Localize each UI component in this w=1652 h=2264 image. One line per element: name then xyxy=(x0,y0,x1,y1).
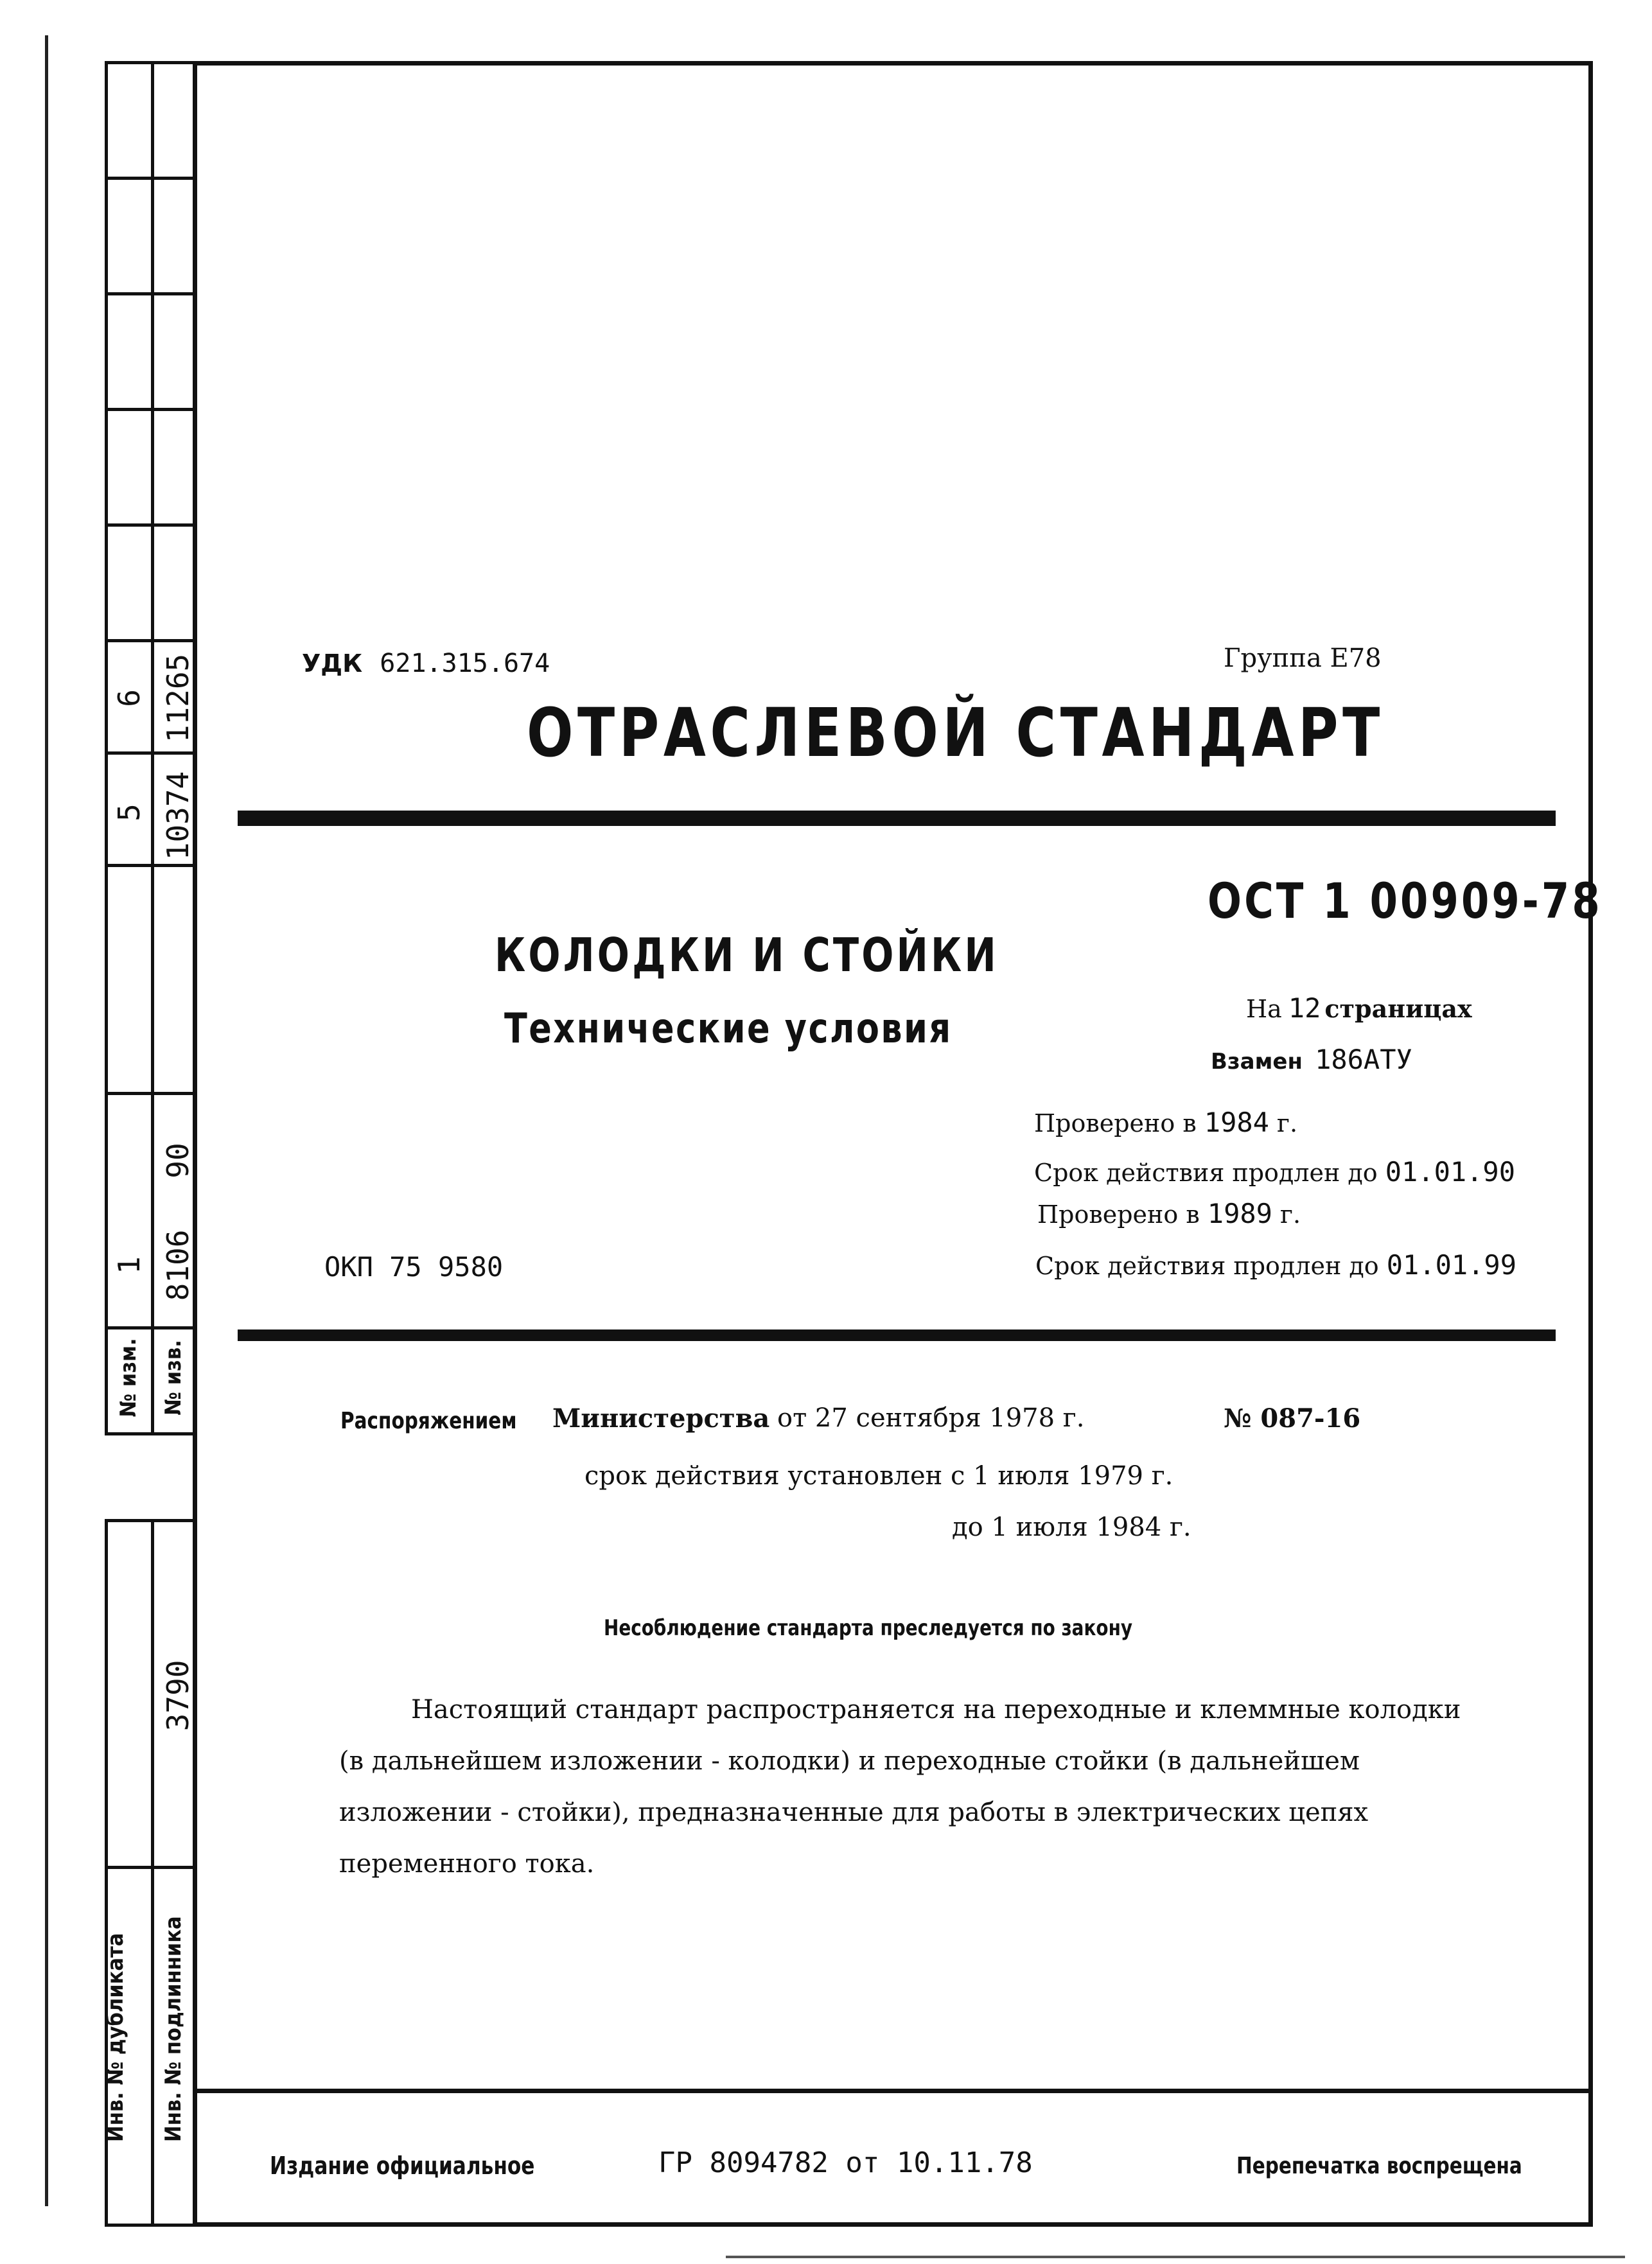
udk-label: УДК xyxy=(302,649,363,678)
change-label: № изм. xyxy=(116,1338,141,1417)
okp-code: ОКП 75 9580 xyxy=(324,1251,504,1283)
margin-border-left xyxy=(105,61,108,1435)
standard-number: ОСТ 1 00909-78 xyxy=(1208,872,1603,929)
margin-hline xyxy=(105,1519,195,1522)
margin-hline xyxy=(105,408,195,411)
body-line: изложении - стойки), предназначенные для работы в электрических цепях xyxy=(339,1798,1369,1827)
pages-prefix: На xyxy=(1246,995,1282,1023)
order-label: Распоряжением xyxy=(340,1408,517,1434)
replaces-info xyxy=(1211,1044,1412,1075)
doc-number: 10374 xyxy=(161,771,195,861)
pages-count: 12 xyxy=(1288,992,1321,1024)
pages-suffix: страницах xyxy=(1324,994,1472,1023)
replaces-value: 186АТУ xyxy=(1315,1044,1412,1075)
pages-info xyxy=(1246,992,1472,1024)
divider-rule xyxy=(238,1329,1556,1341)
footer-official-edition: Издание официальное xyxy=(270,2152,535,2180)
margin-hline xyxy=(105,1092,195,1095)
legal-notice: Несоблюдение стандарта преследуется по закону xyxy=(604,1615,1133,1641)
standard-name: КОЛОДКИ И СТОЙКИ xyxy=(495,928,999,982)
margin-hline xyxy=(105,1866,195,1869)
change-number: 1 xyxy=(112,1256,146,1274)
page-frame xyxy=(193,61,1593,2227)
udk-line xyxy=(302,649,550,678)
margin-hline xyxy=(105,177,195,180)
footer-rule xyxy=(193,2089,1593,2093)
margin-hline xyxy=(105,2224,195,2227)
doc-number: 8106 xyxy=(161,1229,195,1301)
body-line: (в дальнейшем изложении - колодки) и переходные стойки (в дальнейшем xyxy=(339,1746,1360,1776)
order-date: от 27 сентября 1978 г. xyxy=(777,1403,1085,1433)
order-ministry: Министерства xyxy=(552,1403,770,1434)
margin-hline xyxy=(105,751,195,755)
duplicate-inventory-label: Инв. № дубликата xyxy=(103,1933,128,2142)
margin-hline xyxy=(105,292,195,295)
original-inventory-label: Инв. № подлинника xyxy=(161,1916,186,2142)
scan-edge-line xyxy=(726,2256,1625,2258)
body-line: переменного тока. xyxy=(339,1849,595,1879)
doc-number: 11265 xyxy=(161,653,195,743)
inventory-number: 3790 xyxy=(161,1660,195,1732)
revision-line: Проверено в 1989 г. xyxy=(1037,1198,1301,1229)
validity-from: срок действия установлен с 1 июля 1979 г. xyxy=(584,1461,1173,1491)
replaces-label: Взамен xyxy=(1211,1049,1303,1075)
margin-hline xyxy=(105,1432,195,1435)
order-number: № 087-16 xyxy=(1224,1403,1361,1434)
margin-hline xyxy=(105,639,195,642)
margin-divider-lower xyxy=(151,1519,154,2227)
margin-divider xyxy=(151,61,154,1435)
group-label: Группа Е78 xyxy=(1224,644,1382,673)
body-line: Настоящий стандарт распространяется на переходные и клеммные колодки xyxy=(411,1695,1461,1724)
revision-line: Срок действия продлен до 01.01.99 xyxy=(1035,1249,1517,1281)
footer-reprint-prohibited: Перепечатка воспрещена xyxy=(1236,2153,1522,2179)
margin-hline xyxy=(105,61,195,64)
margin-hline xyxy=(105,523,195,527)
change-number: 6 xyxy=(112,689,146,707)
revision-line: Проверено в 1984 г. xyxy=(1034,1107,1298,1138)
doc-number: 90 xyxy=(161,1143,195,1179)
revision-line: Срок действия продлен до 01.01.90 xyxy=(1034,1156,1516,1188)
footer-registration: ГР 8094782 от 10.11.78 xyxy=(658,2146,1033,2179)
change-number: 5 xyxy=(112,803,146,821)
validity-to: до 1 июля 1984 г. xyxy=(952,1513,1191,1542)
doc-label: № изв. xyxy=(161,1340,186,1416)
page-title: ОТРАСЛЕВОЙ СТАНДАРТ xyxy=(527,694,1384,772)
scan-edge-line xyxy=(45,35,48,2206)
divider-rule xyxy=(238,811,1556,826)
udk-value: 621.315.674 xyxy=(380,649,550,678)
standard-subtitle: Технические условия xyxy=(504,1005,953,1053)
